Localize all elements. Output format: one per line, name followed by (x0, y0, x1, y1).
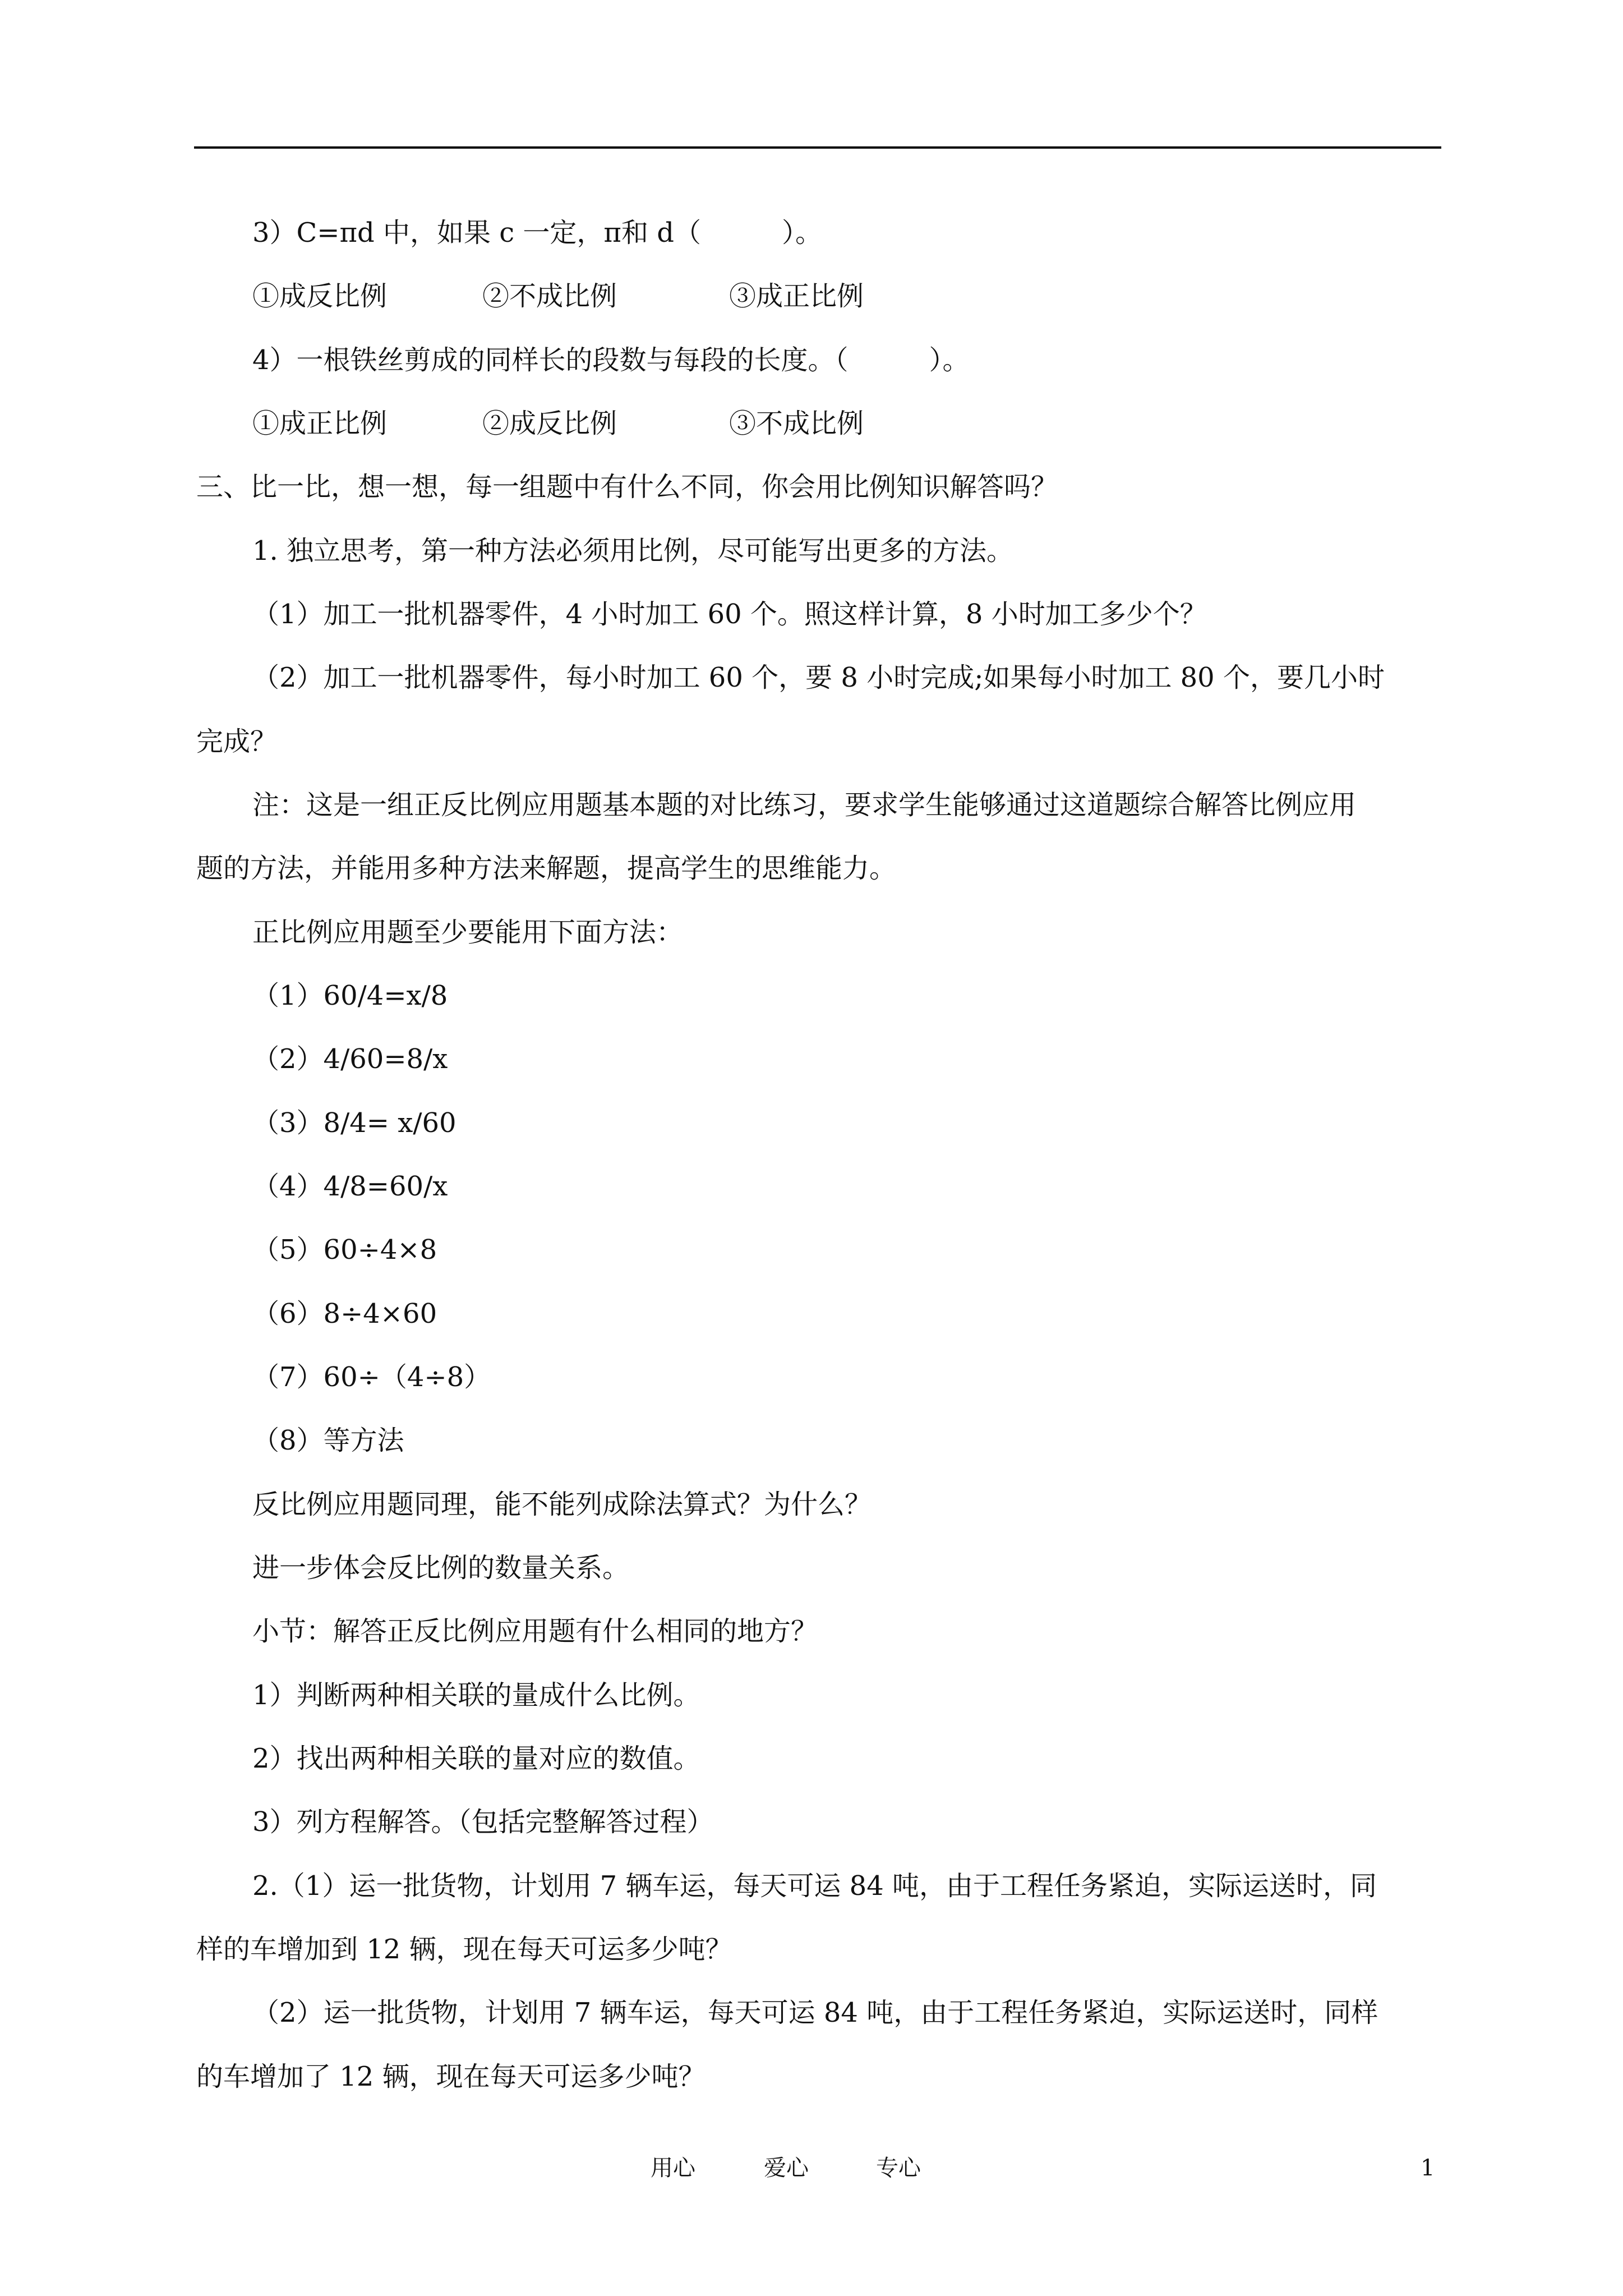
further-understanding-text: 进一步体会反比例的数量关系。 (252, 1552, 630, 1584)
note-line-1: 注：这是一组正反比例应用题基本题的对比练习，要求学生能够通过这道题综合解答比例应用 (252, 789, 1357, 821)
method-4: （4）4/8=60/x (252, 1171, 448, 1202)
footer-motto-2: 爱心 (764, 2155, 809, 2181)
item-2-problem-2-line-1: （2）运一批货物，计划用 7 辆车运，每天可运 84 吨，由于工程任务紧迫，实际运送时，同样 (252, 1997, 1378, 2028)
q3-option-3: ③成正比例 (729, 280, 864, 312)
method-7: （7）60÷（4÷8） (252, 1361, 491, 1393)
method-8: （8）等方法 (252, 1425, 404, 1456)
question-3: 3）C=πd 中，如果 c 一定，π和 d（ ）。 (252, 217, 822, 249)
question-4: 4）一根铁丝剪成的同样长的段数与每段的长度。（ ）。 (252, 344, 970, 376)
methods-intro: 正比例应用题至少要能用下面方法： (252, 917, 684, 948)
summary-step-3: 3）列方程解答。（包括完整解答过程） (252, 1806, 714, 1838)
section-3-title: 三、比一比，想一想，每一组题中有什么不同，你会用比例知识解答吗？ (196, 471, 1058, 503)
page-number: 1 (1421, 2155, 1435, 2181)
q3-option-1: ①成反比例 (252, 280, 388, 312)
inverse-proportion-text: 反比例应用题同理，能不能列成除法算式？为什么？ (252, 1489, 872, 1520)
summary-step-1: 1）判断两种相关联的量成什么比例。 (252, 1680, 700, 1711)
q4-option-2: ②成反比例 (482, 408, 617, 439)
item-1-problem-2-line-2: 完成？ (196, 726, 278, 757)
method-2: （2）4/60=8/x (252, 1043, 448, 1075)
q3-option-2: ②不成比例 (482, 280, 617, 312)
method-5: （5）60÷4×8 (252, 1234, 437, 1266)
item-1-title: 1. 独立思考，第一种方法必须用比例，尽可能写出更多的方法。 (252, 535, 1014, 567)
note-line-2: 题的方法，并能用多种方法来解题，提高学生的思维能力。 (196, 853, 897, 884)
summary-step-2: 2）找出两种相关联的量对应的数值。 (252, 1743, 700, 1774)
item-2-problem-1-line-1: 2.（1）运一批货物，计划用 7 辆车运，每天可运 84 吨，由于工程任务紧迫，实际运送时，同 (252, 1870, 1377, 1902)
footer-motto-3: 专心 (876, 2155, 921, 2181)
method-6: （6）8÷4×60 (252, 1298, 437, 1329)
q4-option-3: ③不成比例 (729, 408, 864, 439)
item-1-problem-1: （1）加工一批机器零件，4 小时加工 60 个。照这样计算，8 小时加工多少个？ (252, 599, 1207, 630)
item-2-problem-1-line-2: 样的车增加到 12 辆，现在每天可运多少吨？ (196, 1934, 732, 1965)
summary-title: 小节：解答正反比例应用题有什么相同的地方？ (252, 1616, 818, 1647)
item-2-problem-2-line-2: 的车增加了 12 辆，现在每天可运多少吨？ (196, 2061, 706, 2092)
q4-option-1: ①成正比例 (252, 408, 388, 439)
header-rule (194, 146, 1441, 149)
method-3: （3）8/4= x/60 (252, 1107, 457, 1139)
item-1-problem-2-line-1: （2）加工一批机器零件，每小时加工 60 个，要 8 小时完成;如果每小时加工 80 个，要几小时 (252, 662, 1385, 693)
footer-motto-1: 用心 (651, 2155, 695, 2181)
method-1: （1）60/4=x/8 (252, 980, 448, 1011)
